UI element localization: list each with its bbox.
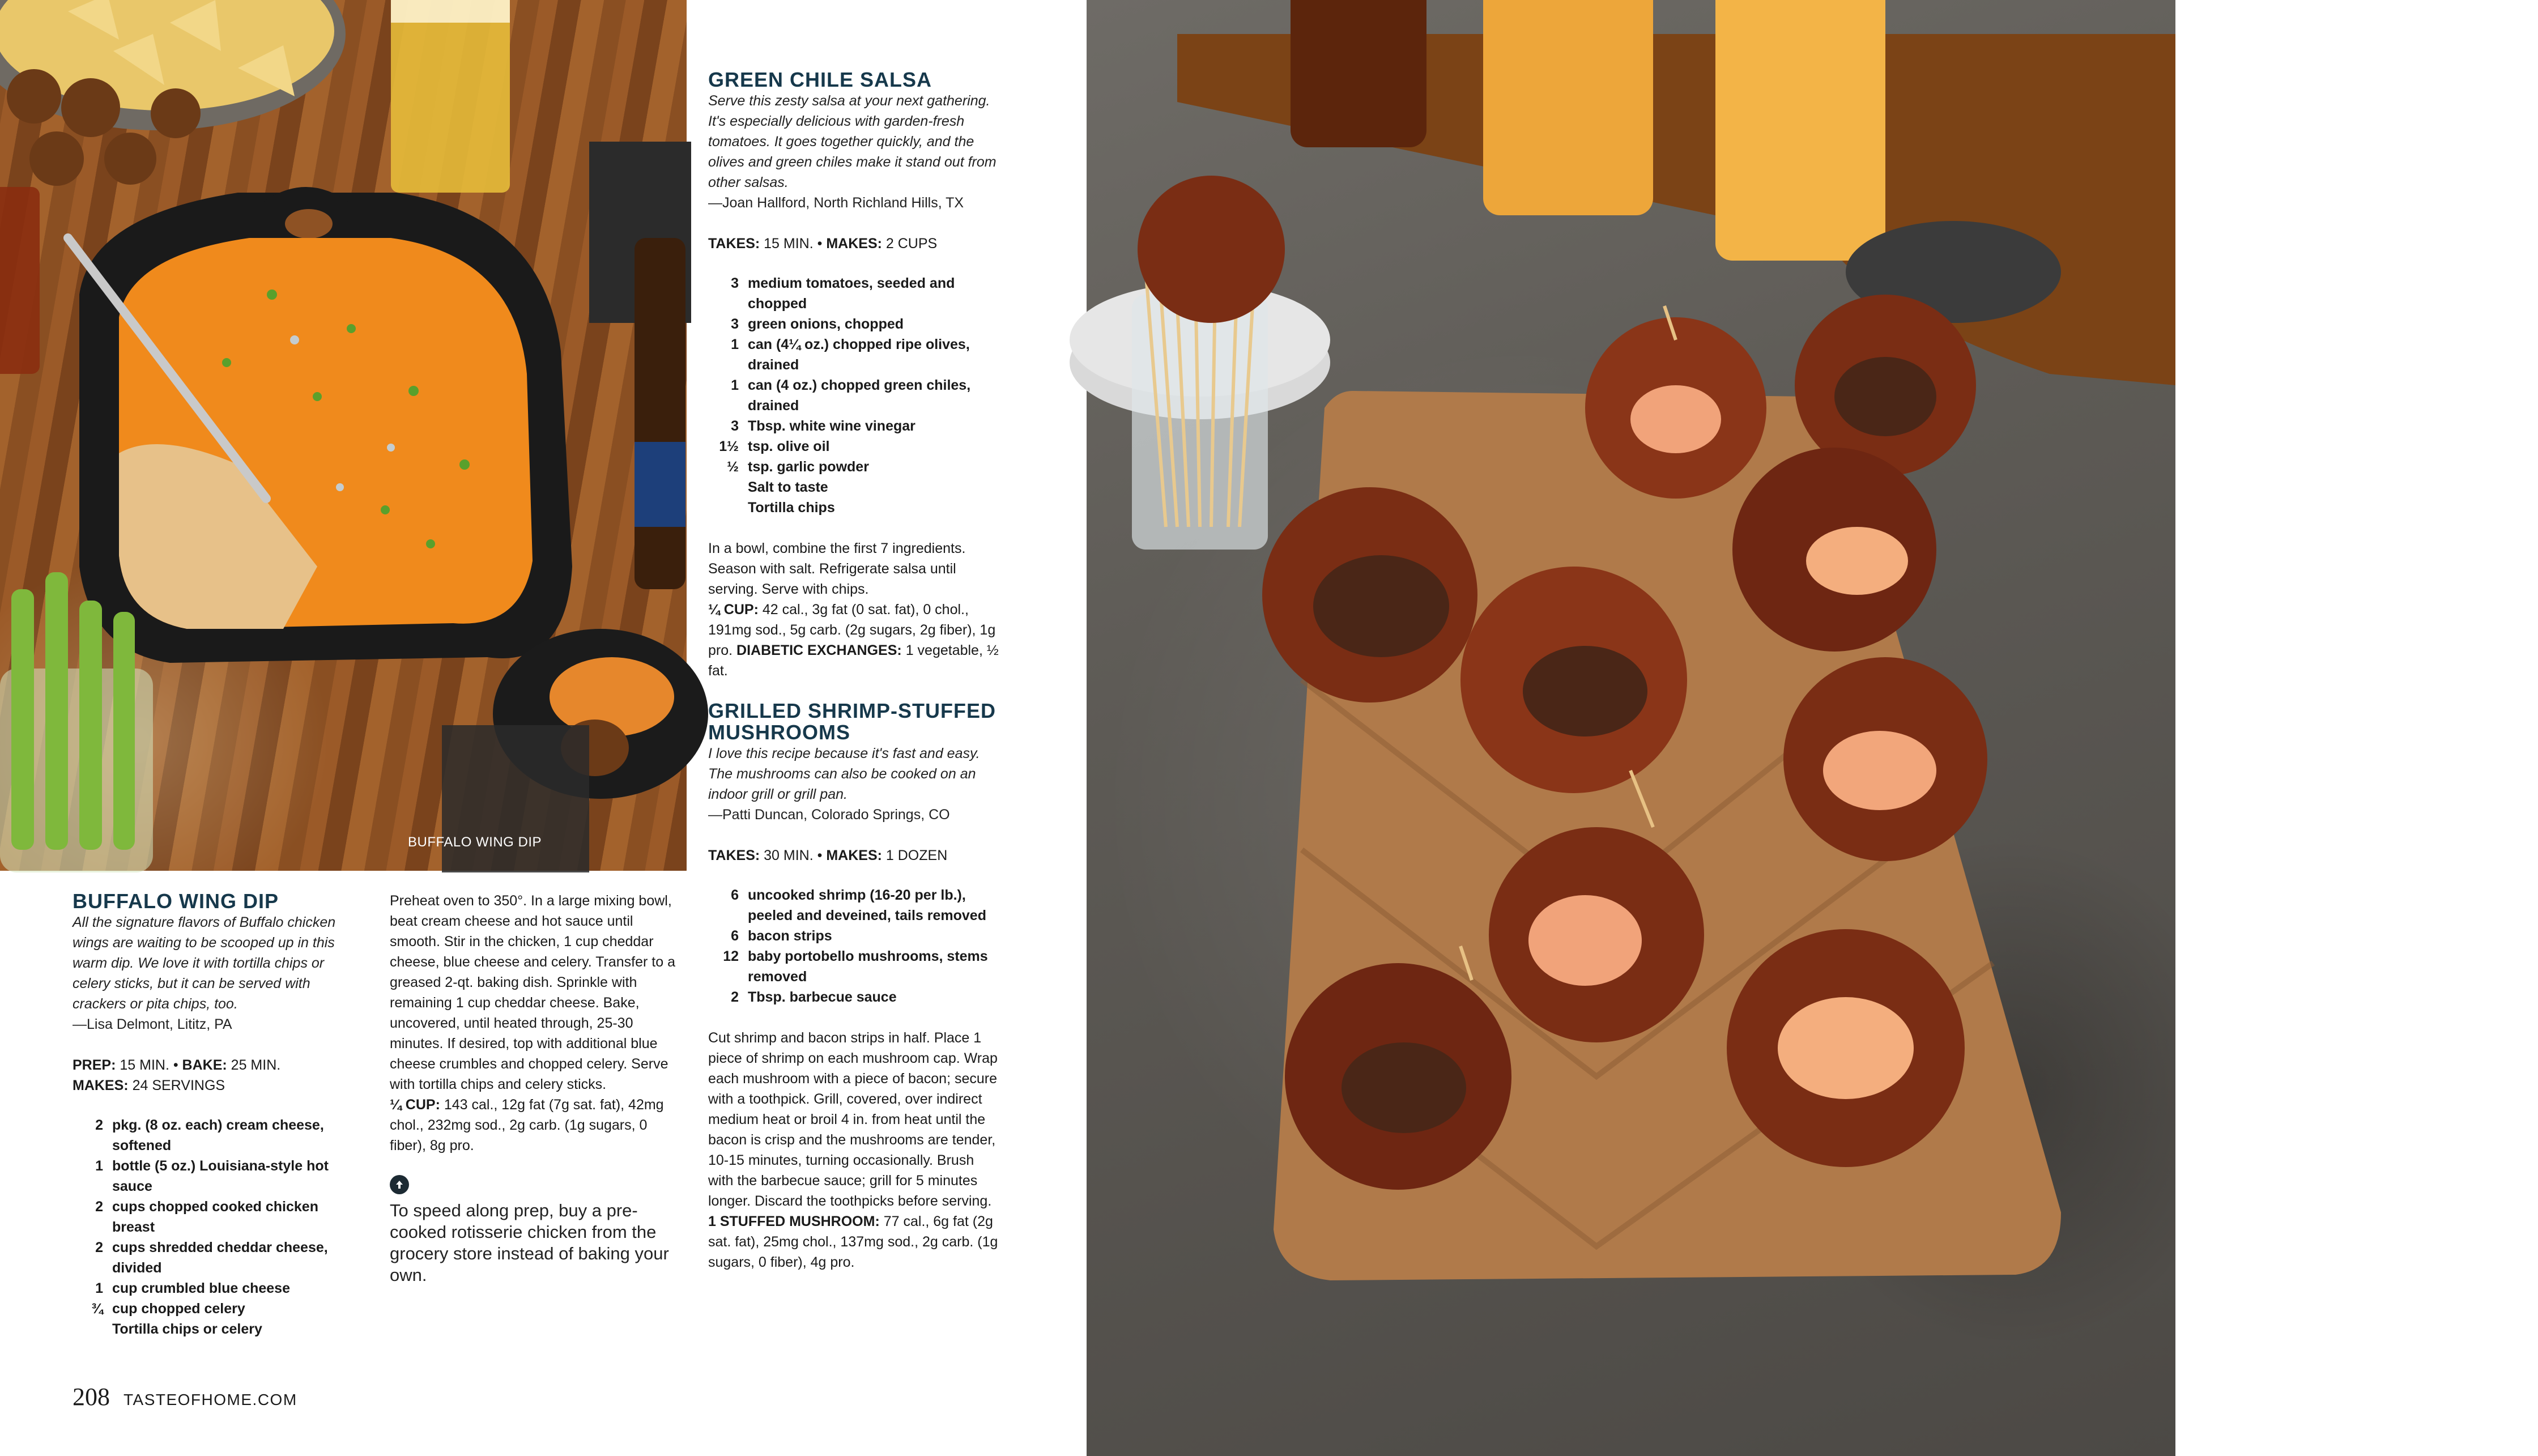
ingredient-qty: 1	[95, 1280, 103, 1296]
shrimp-title: GRILLED SHRIMP-STUFFED MUSHROOMS	[708, 699, 996, 744]
ingredient-qty: ½	[727, 459, 739, 475]
buffalo-tip: To speed along prep, buy a pre-cooked rotisserie chicken from the grocery store instead of baking your own.	[390, 1200, 669, 1285]
ingredient-text: Tbsp. white wine vinegar	[748, 418, 915, 434]
buffalo-directions-column	[390, 891, 684, 1286]
ingredient-text: bacon strips	[748, 928, 832, 944]
ingredient-item	[73, 1319, 356, 1339]
ingredient-item	[73, 1278, 356, 1299]
ingredient-item	[708, 885, 1003, 926]
ingredient-item	[73, 1299, 356, 1319]
ingredient-item	[708, 497, 1003, 518]
ingredient-qty: 1	[731, 337, 739, 352]
ingredient-qty: 2	[731, 989, 739, 1005]
ingredient-item	[73, 1197, 356, 1237]
shrimp-byline: —Patti Duncan, Colorado Springs, CO	[708, 807, 950, 823]
ingredient-qty: 1	[95, 1158, 103, 1174]
shrimp-times: TAKES: 30 MIN. • MAKES: 1 DOZEN	[708, 848, 948, 863]
ingredient-qty: 1½	[719, 438, 739, 454]
page-number: 208	[73, 1383, 110, 1411]
salsa-ingredient-list	[708, 273, 1003, 518]
ingredient-qty	[708, 477, 748, 497]
buffalo-recipe-column	[73, 891, 356, 1339]
site-url: TASTEOFHOME.COM	[124, 1391, 297, 1408]
buffalo-title: BUFFALO WING DIP	[73, 889, 279, 913]
arrow-up-icon	[390, 1175, 409, 1194]
ingredient-item	[708, 477, 1003, 497]
shrimp-nutrition: 1 STUFFED MUSHROOM: 77 cal., 6g fat (2g sat. fat), 25mg chol., 137mg sod., 2g carb. (1g sugars, 0 fiber), 4g pro.	[708, 1214, 998, 1270]
ingredient-qty: 12	[723, 948, 739, 964]
photo-caption-shrimp: GRILLED SHRIMP-STUFFED MUSHROOMS	[2300, 1299, 2489, 1329]
ingredient-item	[708, 314, 1003, 334]
buffalo-times: PREP: 15 MIN. • BAKE: 25 MIN. MAKES: 24 SERVINGS	[73, 1057, 281, 1093]
ingredient-text: can (4 oz.) chopped green chiles, drained	[748, 377, 971, 414]
dip-photo-illustration	[0, 0, 687, 871]
ingredient-item	[708, 926, 1003, 946]
ingredient-text: Salt to taste	[748, 479, 828, 495]
ingredient-item	[73, 1115, 356, 1156]
buffalo-ingredient-list	[73, 1115, 356, 1339]
ingredient-qty: 2	[95, 1199, 103, 1215]
ingredient-text: pkg. (8 oz. each) cream cheese, softened	[112, 1117, 324, 1153]
shrimp-ingredient-list	[708, 885, 1003, 1007]
ingredient-qty: 6	[731, 887, 739, 903]
ingredient-qty: 3	[731, 275, 739, 291]
salsa-byline: —Joan Hallford, North Richland Hills, TX	[708, 195, 964, 211]
ingredient-text: Tbsp. barbecue sauce	[748, 989, 897, 1005]
salsa-times: TAKES: 15 MIN. • MAKES: 2 CUPS	[708, 236, 938, 252]
buffalo-wing-dip-photo	[0, 0, 687, 871]
salsa-title: GREEN CHILE SALSA	[708, 68, 932, 91]
salsa-intro: Serve this zesty salsa at your next gathering. It's especially delicious with garden-fresh tomatoes. It goes together quickly, and the olives and green chiles make it stand out from other salsas.	[708, 93, 997, 190]
ingredient-text: cups shredded cheddar cheese, divided	[112, 1240, 328, 1276]
ingredient-qty	[708, 497, 748, 518]
ingredient-text: tsp. olive oil	[748, 438, 830, 454]
salsa-directions: In a bowl, combine the first 7 ingredients. Season with salt. Refrigerate salsa until serving. Serve with chips.	[708, 540, 966, 597]
ingredient-text: cups chopped cooked chicken breast	[112, 1199, 318, 1235]
photo-caption-dip: BUFFALO WING DIP	[408, 835, 542, 850]
ingredient-item	[708, 987, 1003, 1007]
buffalo-byline: —Lisa Delmont, Lititz, PA	[73, 1016, 232, 1032]
ingredient-qty: 1	[731, 377, 739, 393]
shrimp-intro: I love this recipe because it's fast and easy. The mushrooms can also be cooked on an indoor grill or grill pan.	[708, 746, 980, 802]
ingredient-item	[708, 457, 1003, 477]
ingredient-item	[708, 946, 1003, 987]
page-folio	[73, 1382, 297, 1411]
ingredient-item	[73, 1156, 356, 1197]
ingredient-text: can (4¼ oz.) chopped ripe olives, drained	[748, 337, 970, 373]
ingredient-text: Tortilla chips or celery	[112, 1321, 262, 1337]
ingredient-item	[708, 436, 1003, 457]
ingredient-text: tsp. garlic powder	[748, 459, 869, 475]
buffalo-directions: Preheat oven to 350°. In a large mixing bowl, beat cream cheese and hot sauce until smooth. Stir in the chicken, 1 cup cheddar cheese, blue cheese and celery. Transfer to a greased 2-qt. baking dish. Sprinkle with remaining 1 cup cheddar cheese. Bake, uncovered, until heated through, 25-30 minutes. If desired, top with additional blue cheese crumbles and chopped celery. Serve with tortilla chips and celery sticks.	[390, 893, 676, 1092]
ingredient-text: baby portobello mushrooms, stems removed	[748, 948, 988, 985]
ingredient-qty: 3	[731, 418, 739, 434]
ingredient-qty: 2	[95, 1117, 103, 1133]
salsa-nutrition: ¼ CUP: 42 cal., 3g fat (0 sat. fat), 0 chol., 191mg sod., 5g carb. (2g sugars, 2g fiber), 1g pro. DIABETIC EXCHANGES: 1 vegetable, ½ fat.	[708, 602, 999, 679]
ingredient-qty	[73, 1319, 112, 1339]
ingredient-text: cup chopped celery	[112, 1301, 245, 1317]
ingredient-text: bottle (5 oz.) Louisiana-style hot sauce	[112, 1158, 329, 1194]
ingredient-qty: 3	[731, 316, 739, 332]
shrimp-directions: Cut shrimp and bacon strips in half. Place 1 piece of shrimp on each mushroom cap. Wrap each mushroom with a piece of bacon; secure with a toothpick. Grill, covered, over indirect medium heat or broil 4 in. from heat until the bacon is crisp and the mushrooms are tender, 10-15 minutes, turning occasionally. Brush with the barbecue sauce; grill for 5 minutes longer. Discard the toothpicks before serving.	[708, 1030, 998, 1209]
ingredient-text: Tortilla chips	[748, 500, 835, 516]
ingredient-item	[708, 375, 1003, 416]
ingredient-item	[708, 416, 1003, 436]
buffalo-nutrition: ¼ CUP: 143 cal., 12g fat (7g sat. fat), 42mg chol., 232mg sod., 2g carb. (1g sugars, 0 fiber), 8g pro.	[390, 1097, 664, 1153]
ingredient-text: cup crumbled blue cheese	[112, 1280, 290, 1296]
ingredient-text: medium tomatoes, seeded and chopped	[748, 275, 955, 312]
ingredient-qty: 6	[731, 928, 739, 944]
ingredient-text: green onions, chopped	[748, 316, 904, 332]
shrimp-mushrooms-photo	[1087, 0, 2489, 1456]
ingredient-item	[708, 334, 1003, 375]
right-recipe-column	[708, 69, 1003, 1272]
ingredient-qty: 2	[95, 1240, 103, 1255]
buffalo-intro: All the signature flavors of Buffalo chicken wings are waiting to be scooped up in this warm dip. We love it with tortilla chips or celery sticks, but it can be served with crackers or pita chips, too.	[73, 914, 336, 1012]
ingredient-item	[708, 273, 1003, 314]
ingredient-text: uncooked shrimp (16-20 per lb.), peeled and deveined, tails removed	[748, 887, 986, 923]
ingredient-item	[73, 1237, 356, 1278]
ingredient-qty: ¾	[91, 1301, 103, 1317]
shrimp-photo-illustration	[1087, 0, 2175, 1456]
